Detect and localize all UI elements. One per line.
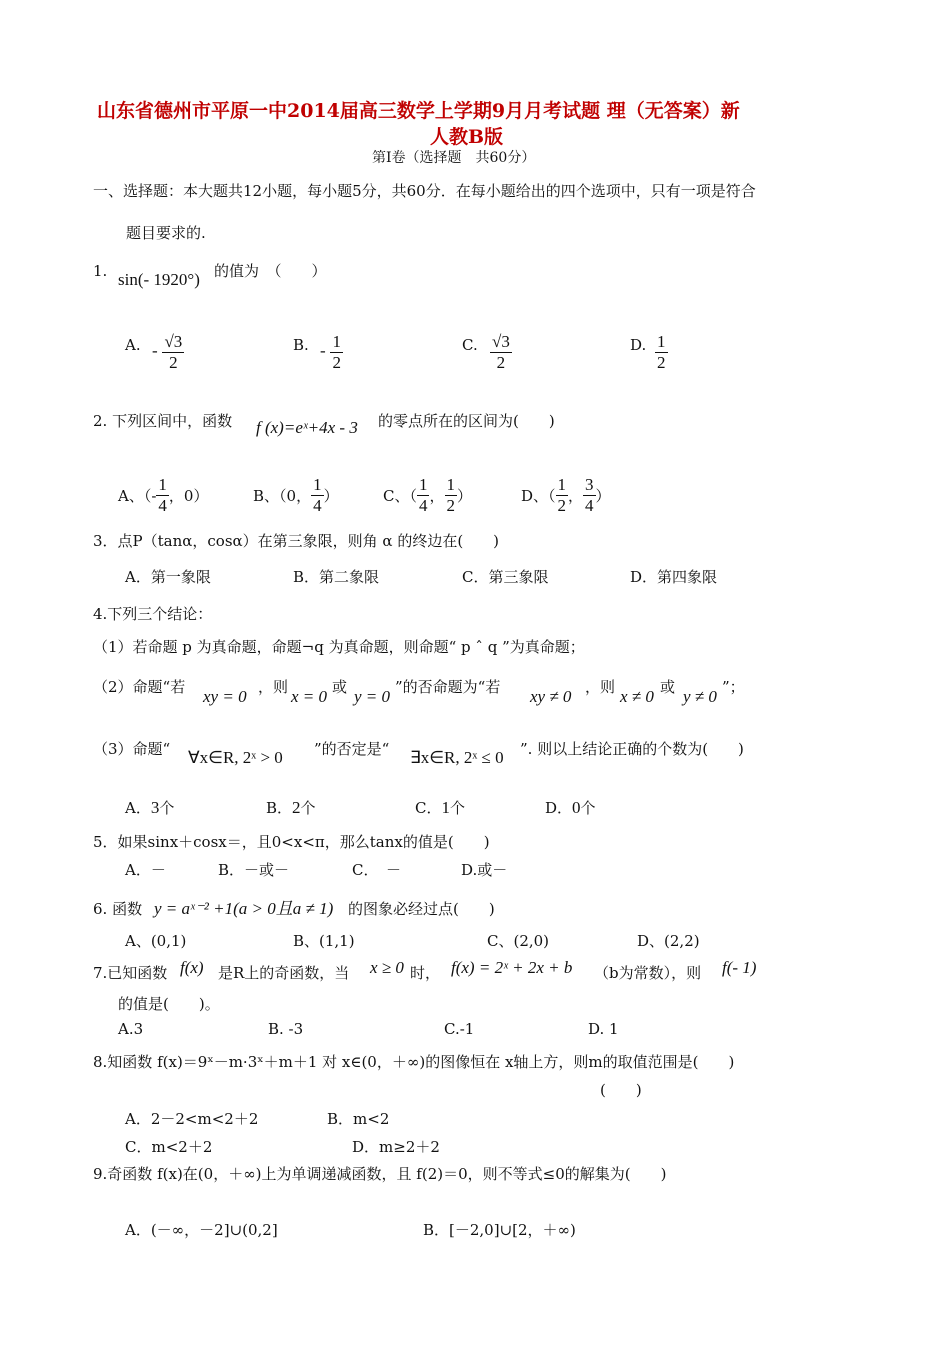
q8-option-d: D．m≥2＋2 [352,1138,440,1156]
q2-expression: f (x)=eˣ+4x - 3 [256,418,358,437]
numerator: 1 [657,332,666,351]
option-label: D． [545,799,573,817]
q1-option-b-value [320,332,343,372]
q5-option-c: C． － [352,861,401,879]
q4-s2-expr6: y ≠ 0 [683,687,717,706]
numerator: 1 [313,474,322,494]
q7-middle-1: 是R上的奇函数，当 [218,964,350,982]
q3-option-b: B．第二象限 [293,568,380,586]
q8-answer-paren: ( ) [600,1081,642,1099]
q6-prefix: 6. 函数 [93,900,143,918]
q2-option-d [521,470,611,520]
q7-line2: 的值是( )。 [118,995,220,1013]
q4-s2-end: ”； [722,678,745,696]
q3-stem: 3．点P（tanα，cosα）在第三象限，则角 α 的终边在( ) [93,532,500,550]
q4-option-b [266,797,316,818]
section-heading: 第Ⅰ卷（选择题 共60分） [372,150,536,166]
fraction [556,475,569,515]
q1-number: 1. [93,262,108,280]
denominator: 2 [332,352,341,372]
q8-option-c: C．m<2＋2 [125,1138,213,1156]
fraction [156,475,169,515]
q7-expr-value: f(- 1) [722,958,757,977]
option-unit: 个 [449,799,465,817]
q2-option-d-end: ） [595,486,611,505]
q7-middle-3: （b为常数），则 [594,964,702,982]
q9-option-b: B．[－2,0]∪[2，＋∞) [423,1221,576,1239]
q4-s2-or: 或 [332,678,348,696]
denominator: 4 [158,495,167,515]
numerator: 1 [557,474,567,494]
q3-option-c: C．第三象限 [462,568,549,586]
q4-statement-3-start: （3）命题“ [93,740,171,758]
q2-option-d-label: D、（ [521,486,556,505]
q6-option-a: A、(0,1) [125,932,187,950]
q7-option-c: C.-1 [444,1020,475,1038]
q2-option-a [118,470,208,520]
q9-option-a: A．(－∞，－2]∪(0,2] [125,1221,278,1239]
numerator: 1 [158,474,167,494]
q5-option-b: B．－或－ [218,861,290,879]
option-value: 0 [572,798,581,817]
q6-expression: y = aˣ⁻² +1(a > 0且a ≠ 1) [154,899,334,918]
q1-suffix: 的值为 （ ） [214,262,327,280]
option-unit: 个 [300,799,316,817]
option-label: C． [415,799,442,817]
instructions-line1: 一、选择题：本大题共12小题，每小题5分，共60分．在每小题给出的四个选项中，只有一项是符合 [93,182,756,200]
q1-option-c-value [490,332,512,372]
minus-sign: - [320,341,326,361]
q7-option-b: B. -3 [268,1020,304,1038]
fraction [330,332,343,372]
option-label: A． [125,799,151,817]
q1-option-d-label: D. [630,336,647,354]
q2-option-c-label: C、（ [383,486,417,505]
q4-statement-2-start: （2）命题“若 [93,678,186,696]
numerator: √3 [492,332,510,351]
denominator: 2 [496,352,506,372]
q1-option-c-label: C. [462,336,478,354]
q4-s2-expr4: xy ≠ 0 [530,687,572,706]
q4-statement-1: （1）若命题 p 为真命题，命题¬q 为真命题，则命题“ p ˆ q ”为真命题； [93,638,585,656]
q8-stem: 8.知函数 f(x)＝9ˣ－m·3ˣ＋m＋1 对 x∈(0，＋∞)的图像恒在 x轴上方，则m的取值范围是( ) [93,1053,735,1071]
q9-stem: 9.奇函数 f(x)在(0，＋∞)上为单调递减函数，且 f(2)＝0，则不等式≤0的解集为( ) [93,1165,667,1183]
comma: ， [568,486,584,505]
q1-option-a-label: A. [125,336,141,354]
q7-expr-definition: f(x) = 2ˣ + 2x + b [451,958,573,977]
q7-prefix: 7.已知函数 [93,964,168,982]
q2-suffix: 的零点所在的区间为( ) [378,412,555,430]
q4-s2-then: ，则 [258,678,289,696]
minus-sign: - [152,341,158,361]
denominator: 4 [585,495,594,515]
q2-option-b-label: B、（0， [253,486,312,505]
q6-option-b: B、(1,1) [293,932,355,950]
q5-option-d: D.或－ [461,861,508,879]
q7-middle-2: 时， [410,964,441,982]
q8-option-a: A．2－2<m<2＋2 [125,1110,259,1128]
q4-s2-or2: 或 [660,678,676,696]
q3-option-a: A．第一象限 [125,568,211,586]
fraction [162,332,184,372]
q4-s2-expr1: xy = 0 [203,687,247,706]
q1-option-d-value [655,332,668,372]
denominator: 2 [557,495,567,515]
q4-s3-negation: ”的否定是“ [314,740,390,758]
denominator: 4 [418,495,428,515]
option-label: B． [266,799,293,817]
q7-option-d: D. 1 [588,1020,619,1038]
q4-s2-negation: ”的否命题为“若 [395,678,501,696]
denominator: 2 [169,352,178,372]
option-value: 2 [292,798,301,817]
q6-option-d: D、(2,2) [637,932,700,950]
comma: ， [429,486,445,505]
q4-s2-then2: ，则 [585,678,616,696]
q1-option-b-label: B. [293,336,309,354]
q2-option-b-end: ） [323,486,339,505]
page-title-line2: 人教B版 [430,126,504,148]
numerator: 1 [446,474,455,494]
numerator: 3 [585,474,594,494]
q2-option-c-end: ） [457,486,473,505]
page-title-line1: 山东省德州市平原一中2014届高三数学上学期9月月考试题 理（无答案）新 [97,100,740,122]
q4-s2-expr5: x ≠ 0 [620,687,654,706]
q2-prefix: 2. 下列区间中，函数 [93,412,233,430]
denominator: 4 [313,495,322,515]
q4-s2-expr3: y = 0 [354,687,391,706]
q1-expression: sin(- 1920°) [118,270,200,289]
q4-s3-end: ”. 则以上结论正确的个数为( ) [520,740,744,758]
fraction [583,475,596,515]
instructions-line2: 题目要求的. [126,224,206,242]
q7-option-a: A.3 [118,1020,144,1038]
q4-s3-expr1: ∀x∈R, 2ˣ > 0 [188,748,283,767]
option-unit: 个 [580,799,596,817]
fraction [445,475,458,515]
q2-option-a-end: ，0） [168,486,209,505]
fraction [655,332,668,372]
q6-option-c: C、(2,0) [487,932,550,950]
numerator: 1 [332,332,341,351]
fraction [490,332,512,372]
q3-option-d: D．第四象限 [630,568,718,586]
q6-suffix: 的图象必经过点( ) [348,900,495,918]
q5-option-a: A．－ [125,861,166,879]
q4-stem: 4.下列三个结论： [93,605,213,623]
denominator: 2 [446,495,455,515]
q7-expr-f: f(x) [180,958,204,977]
q2-option-a-label: A、（- [118,486,157,505]
numerator: 1 [418,474,428,494]
q8-option-b: B．m<2 [327,1110,390,1128]
q2-option-c [383,470,472,520]
q4-option-c [415,797,465,818]
fraction [417,475,430,515]
denominator: 2 [657,352,666,372]
fraction [311,475,324,515]
q4-option-d [545,797,596,818]
q2-option-b [253,470,339,520]
q4-s2-expr2: x = 0 [291,687,328,706]
q4-s3-expr2: ∃x∈R, 2ˣ ≤ 0 [410,748,504,767]
q7-expr-condition: x ≥ 0 [370,958,404,977]
option-unit: 个 [159,799,175,817]
option-value: 1 [441,798,450,817]
numerator: √3 [164,332,183,351]
option-value: 3 [150,798,160,817]
q1-option-a-value [152,332,184,372]
q4-option-a [125,797,174,818]
q5-stem: 5．如果sinx＋cosx＝，且0<x<π，那么tanx的值是( ) [93,833,490,851]
